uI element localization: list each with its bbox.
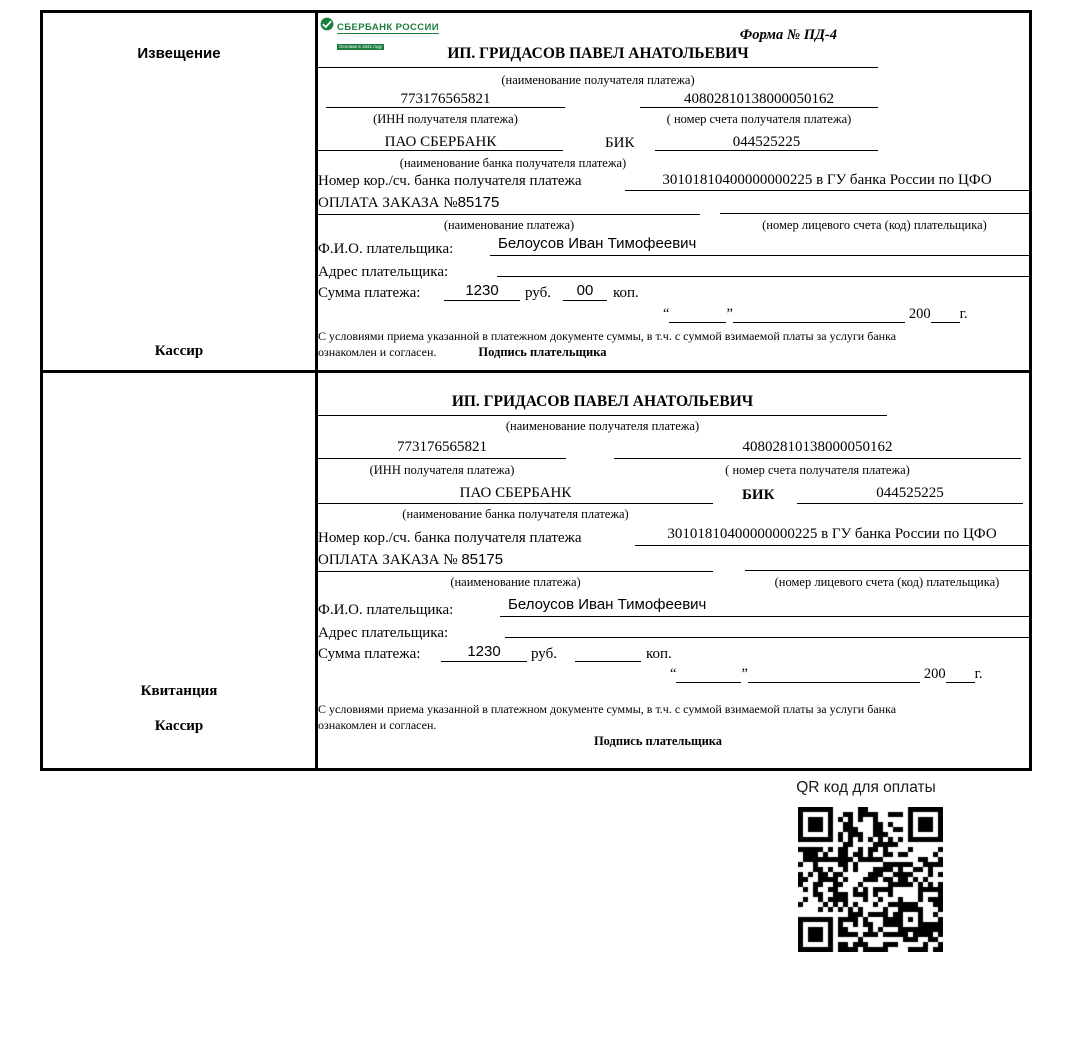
bik-label: БИК xyxy=(742,487,775,503)
year-prefix: 200 xyxy=(908,306,931,322)
rub-label: руб. xyxy=(531,646,557,662)
bank-hint: (наименование банка получателя платежа) xyxy=(402,507,629,521)
payee-name-hint: (наименование получателя платежа) xyxy=(501,73,695,87)
form-number: Форма № ПД-4 xyxy=(739,27,837,43)
kop-label: коп. xyxy=(613,285,639,301)
agreement-line2-row xyxy=(318,345,607,360)
address-value xyxy=(505,620,1029,638)
cashier-label-1: Кассир xyxy=(154,343,204,359)
inn-hint: (ИНН получателя платежа) xyxy=(373,112,518,126)
fio-value: Белоусов Иван Тимофеевич xyxy=(490,236,1029,256)
personal-account-blank xyxy=(720,195,1029,214)
sum-value: 1230 xyxy=(444,283,520,301)
fio-label: Ф.И.О. плательщика: xyxy=(318,241,454,257)
sum-label: Сумма платежа: xyxy=(318,646,421,662)
open-quote: “ xyxy=(663,306,670,322)
bik-label: БИК xyxy=(605,135,635,151)
pd4-form xyxy=(40,10,1032,771)
agreement-line1: С условиями приема указанной в платежном документе суммы, в т.ч. с суммой взимаемой платы за услуги банка xyxy=(318,702,897,716)
bik-value: 044525225 xyxy=(797,485,1023,504)
date-month-blank xyxy=(733,308,905,323)
payment-name xyxy=(318,195,700,215)
corr-value: 30101810400000000225 в ГУ банка России по ЦФО xyxy=(635,526,1029,546)
cashier-label-2: Кассир xyxy=(154,718,204,734)
qr-label: QR код для оплаты xyxy=(796,779,936,796)
side-column xyxy=(43,13,315,768)
account-hint: ( номер счета получателя платежа) xyxy=(725,463,910,477)
close-quote: ” xyxy=(726,306,733,322)
inn-value: 773176565821 xyxy=(326,91,565,108)
address-label: Адрес плательщика: xyxy=(318,625,449,641)
year-blank xyxy=(946,668,975,683)
qr-code xyxy=(798,807,943,952)
corr-label: Номер кор./сч. банка получателя платежа xyxy=(318,530,582,546)
year-suffix: г. xyxy=(974,666,983,682)
sum-label: Сумма платежа: xyxy=(318,285,421,301)
notice-section xyxy=(318,13,1029,370)
signature-label: Подпись плательщика xyxy=(478,345,607,359)
account-hint: ( номер счета получателя платежа) xyxy=(666,112,852,126)
order-number: 85175 xyxy=(461,551,504,568)
agreement-line2: ознакомлен и согласен. xyxy=(318,345,437,359)
fio-value: Белоусов Иван Тимофеевич xyxy=(500,597,1029,617)
kop-value xyxy=(575,644,641,662)
date-month-blank xyxy=(748,668,920,683)
personal-account-blank xyxy=(745,552,1029,571)
corr-label: Номер кор./сч. банка получателя платежа xyxy=(318,173,582,189)
payee-name: ИП. ГРИДАСОВ ПАВЕЛ АНАТОЛЬЕВИЧ xyxy=(318,393,887,416)
receipt-label: Квитанция xyxy=(140,683,218,699)
inn-value: 773176565821 xyxy=(318,439,566,459)
rub-label: руб. xyxy=(525,285,551,301)
year-blank xyxy=(931,308,960,323)
close-quote: ” xyxy=(741,666,748,682)
kop-label: коп. xyxy=(646,646,672,662)
payee-name: ИП. ГРИДАСОВ ПАВЕЛ АНАТОЛЬЕВИЧ xyxy=(318,45,878,68)
receipt-section xyxy=(318,373,1029,768)
sum-value: 1230 xyxy=(441,644,527,662)
fio-label: Ф.И.О. плательщика: xyxy=(318,602,454,618)
corr-value: 30101810400000000225 в ГУ банка России по ЦФО xyxy=(625,172,1029,191)
payment-name-label: ОПЛАТА ЗАКАЗА № xyxy=(318,195,458,211)
open-quote: “ xyxy=(670,666,677,682)
payment-name xyxy=(318,552,713,572)
payment-hint: (наименование платежа) xyxy=(443,218,575,232)
payment-name-label: ОПЛАТА ЗАКАЗА № xyxy=(318,552,462,568)
date-row xyxy=(670,666,983,683)
account-value: 40802810138000050162 xyxy=(614,439,1021,459)
personal-account-hint: (номер лицевого счета (код) плательщика) xyxy=(762,218,987,232)
signature-label: Подпись плательщика xyxy=(593,734,723,748)
kop-value: 00 xyxy=(563,283,607,301)
personal-account-hint: (номер лицевого счета (код) плательщика) xyxy=(774,575,1000,589)
bank-name: ПАО СБЕРБАНК xyxy=(318,485,713,504)
bik-value: 044525225 xyxy=(655,134,878,151)
date-day-blank xyxy=(676,668,741,683)
agreement-line1: С условиями приема указанной в платежном документе суммы, в т.ч. с суммой взимаемой платы за услуги банка xyxy=(318,329,897,343)
order-number: 85175 xyxy=(457,194,500,211)
bank-name: ПАО СБЕРБАНК xyxy=(318,134,563,151)
date-day-blank xyxy=(669,308,726,323)
bank-hint: (наименование банка получателя платежа) xyxy=(399,156,627,170)
address-value xyxy=(497,259,1029,277)
date-row xyxy=(663,306,968,323)
account-value: 40802810138000050162 xyxy=(640,91,878,108)
payment-hint: (наименование платежа) xyxy=(450,575,581,589)
year-suffix: г. xyxy=(959,306,968,322)
payee-name-hint: (наименование получателя платежа) xyxy=(505,419,700,433)
notice-label: Извещение xyxy=(137,45,221,62)
address-label: Адрес плательщика: xyxy=(318,264,449,280)
sberbank-logo-text: СБЕРБАНК РОССИИ xyxy=(337,22,439,33)
sberbank-logo-subtext: Основан в 1841 году xyxy=(339,44,383,49)
inn-hint: (ИНН получателя платежа) xyxy=(369,463,515,477)
agreement-line2: ознакомлен и согласен. xyxy=(318,718,437,732)
year-prefix: 200 xyxy=(923,666,946,682)
